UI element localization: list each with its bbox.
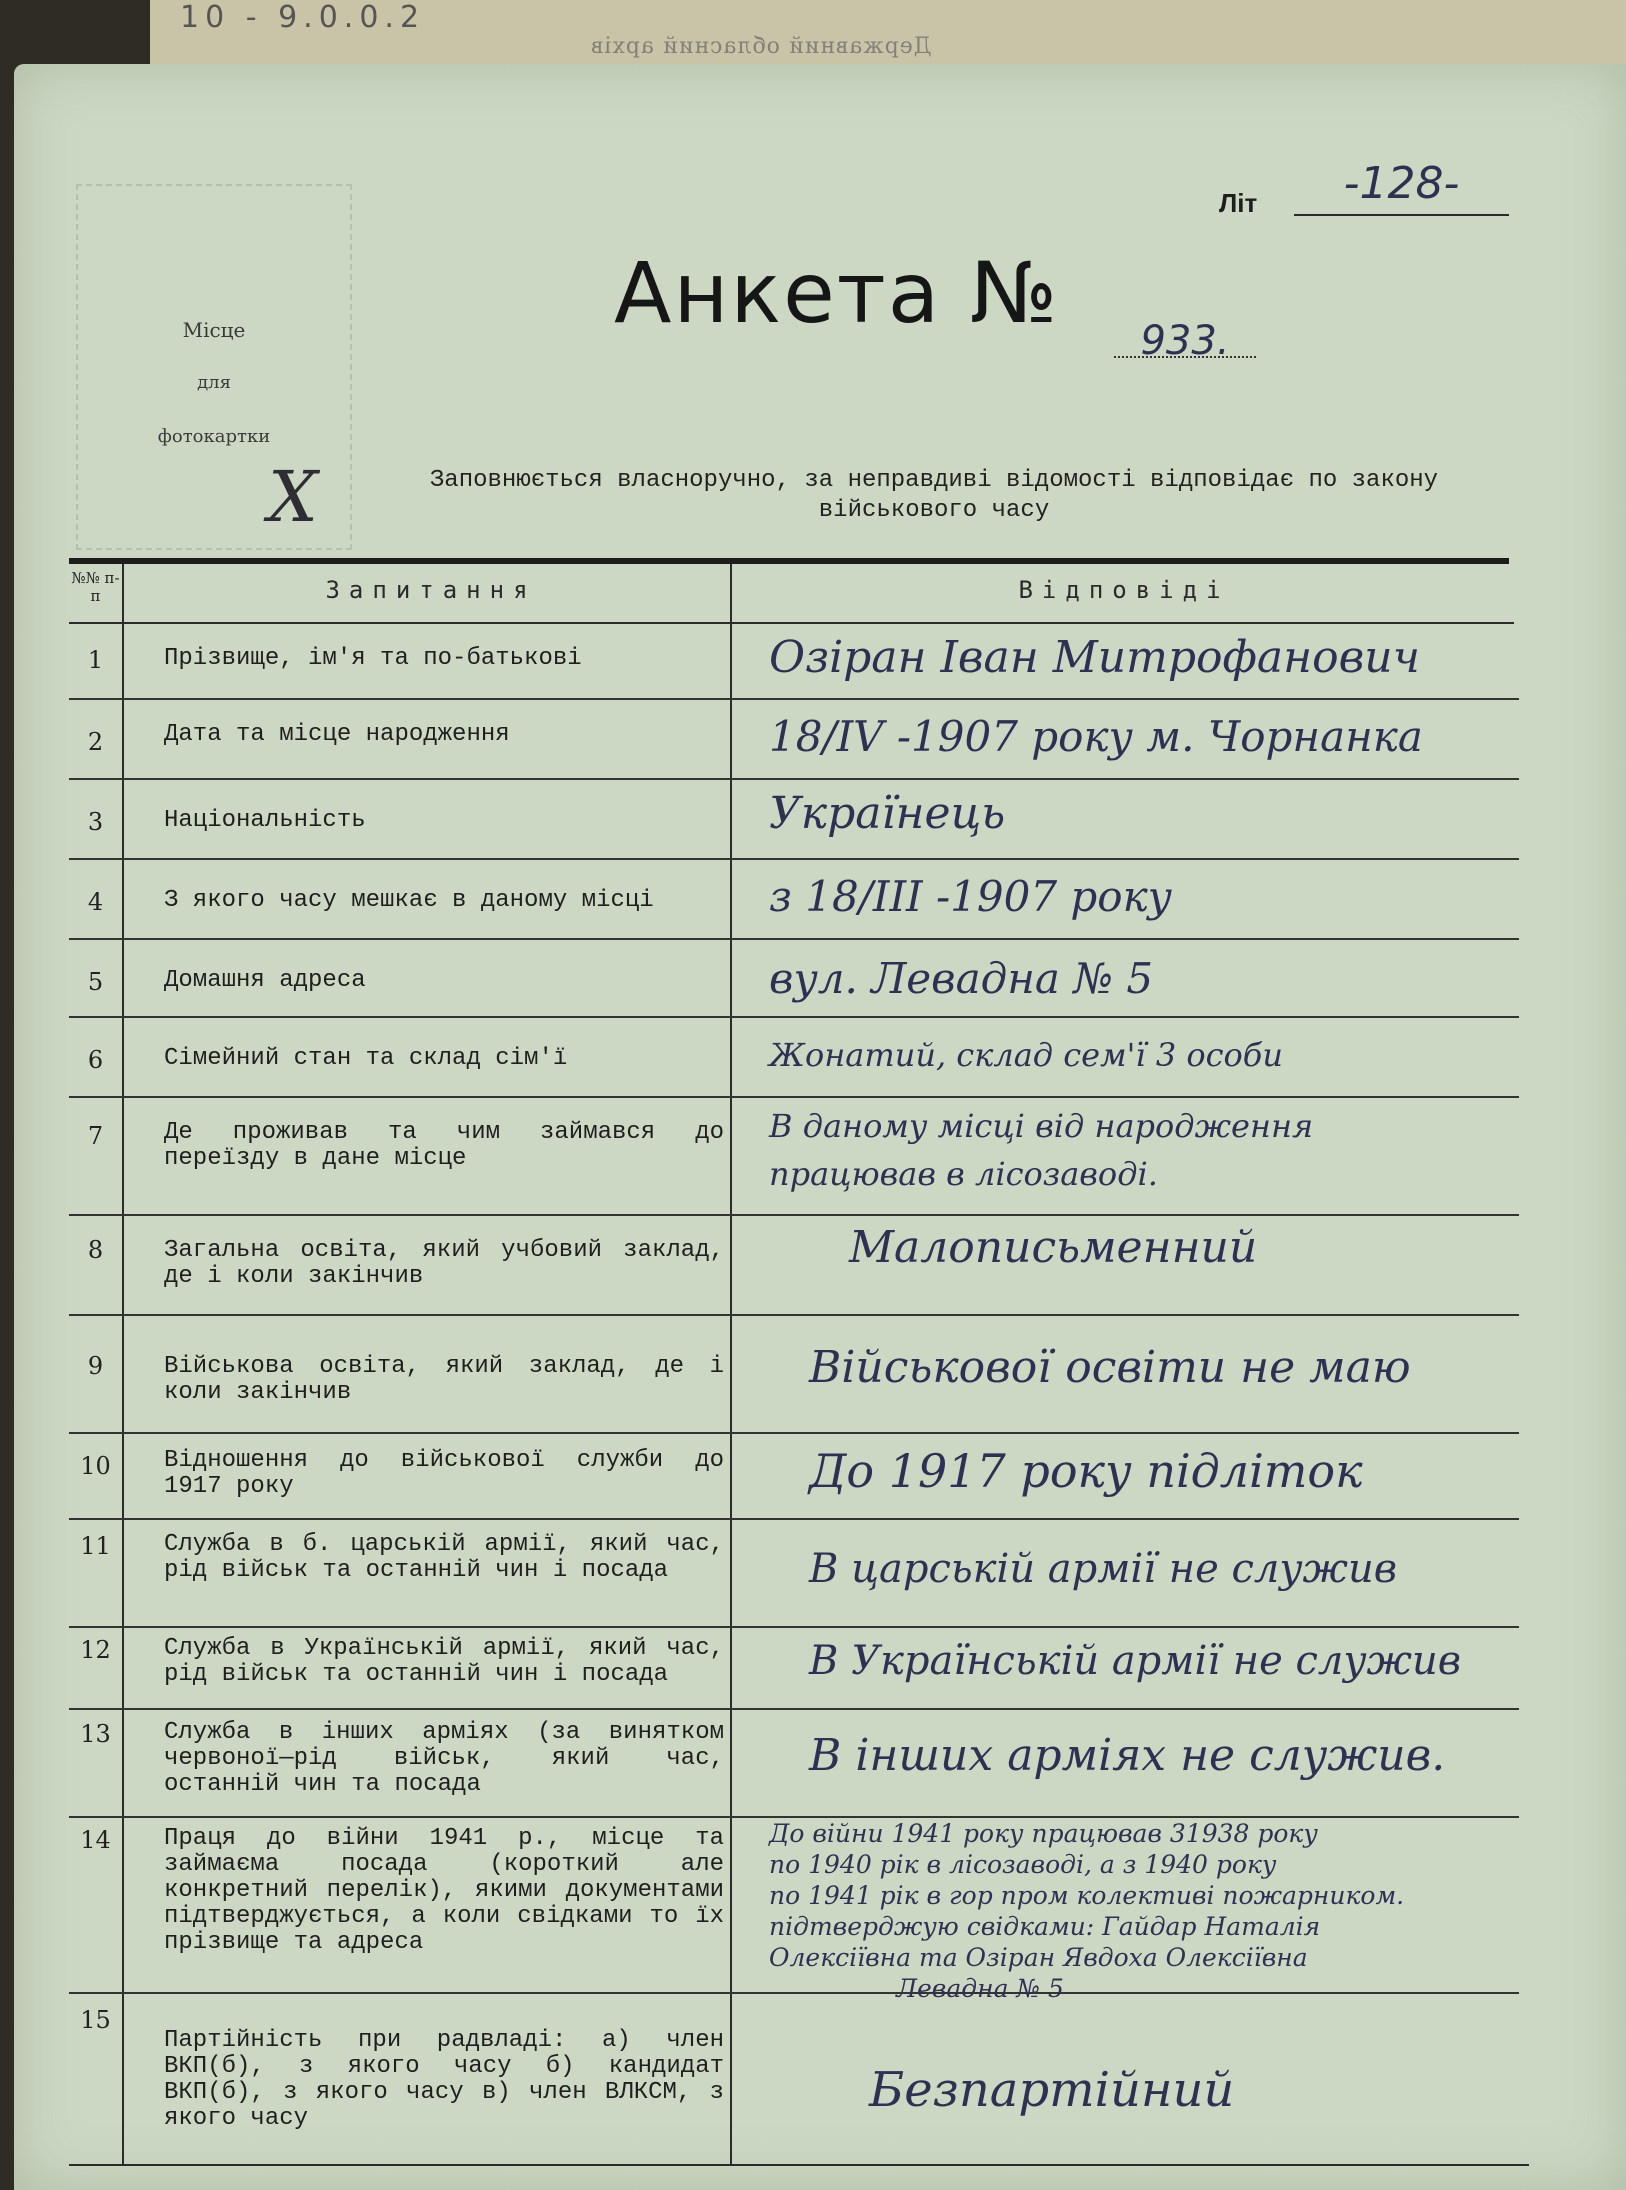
row-answer: Малописьменний <box>849 1222 1258 1273</box>
table-row <box>69 1216 1519 1316</box>
table-row <box>69 1520 1519 1628</box>
lit-label: Літ <box>1219 188 1258 218</box>
row-answer: з 18/III -1907 року <box>769 872 1173 921</box>
row-number: 7 <box>87 1122 104 1150</box>
row-number: 12 <box>80 1636 111 1664</box>
row-question: Праця до війни 1941 р., місце та займаєма посада (короткий але конкретний перелік), якими документами підтверджується, а коли свідками то їх прізвище та адреса <box>164 1825 724 1956</box>
row-question: Партійність при радвладі: а) член ВКП(б), з якого часу б) кандидат ВКП(б), з якого часу в) член ВЛКСМ, з якого часу <box>164 2027 724 2132</box>
table-top-rule <box>69 558 1509 564</box>
table-row <box>69 1098 1519 1216</box>
row-number: 14 <box>80 1826 111 1854</box>
table-row <box>69 860 1519 940</box>
photo-label-line1: Місце <box>182 318 246 342</box>
row-question: Служба в інших арміях (за винятком червоної—рід військ, який час, останній чин та посада <box>164 1719 724 1798</box>
row-question: Дата та місце народження <box>164 721 510 748</box>
row-answer: Озіран Іван Митрофанович <box>769 632 1420 683</box>
row-number: 10 <box>80 1452 111 1480</box>
row-number: 5 <box>87 968 104 996</box>
row-question: Служба в б. царській армії, який час, рід військ та останній чин і посада <box>164 1531 724 1584</box>
header-number: №№ п-п <box>71 569 120 605</box>
row-number: 1 <box>87 646 104 674</box>
row-answer: До 1917 року підліток <box>809 1444 1363 1498</box>
row-question: Відношення до військової служби до 1917 року <box>164 1447 724 1500</box>
row-number: 9 <box>87 1352 104 1380</box>
table-row <box>69 1994 1519 2164</box>
table-row <box>69 780 1519 860</box>
row-question: Загальна освіта, який учбовий заклад, де і коли закінчив <box>164 1237 724 1290</box>
row-number: 13 <box>80 1720 111 1748</box>
row-answer: В даному місці від народження працював в лісозаводі. <box>769 1107 1314 1193</box>
form-title: Анкета № <box>614 244 1060 342</box>
row-answer: вул. Левадна № 5 <box>769 954 1154 1003</box>
row-number: 6 <box>87 1046 104 1074</box>
row-number: 11 <box>80 1532 111 1560</box>
photo-label-line3: фотокартки <box>157 426 271 447</box>
table-row <box>69 1628 1519 1710</box>
table-row <box>69 1434 1519 1520</box>
row-question: Де проживав та чим займався до переїзду в дане місце <box>164 1119 724 1172</box>
row-number: 2 <box>87 728 104 756</box>
questionnaire-sheet <box>14 64 1626 2190</box>
row-question: Сімейний стан та склад сім'ї <box>164 1045 568 1072</box>
row-number: 8 <box>87 1236 104 1264</box>
row-answer: В інших арміях не служив. <box>809 1730 1446 1781</box>
row-question: Служба в Українській армії, який час, рід військ та останній чин і посада <box>164 1635 724 1688</box>
table-row <box>69 624 1519 700</box>
photo-label-line2: для <box>197 372 231 393</box>
row-number: 15 <box>80 2006 111 2034</box>
row-question: Домашня адреса <box>164 967 366 994</box>
row-answer: До війни 1941 року працював 31938 року по 1940 рік в лісозаводі, а з 1940 року по 1941 рік в гор пром колективі пожарником. підтверджую свідками: Гайдар Наталія Олексіївна та Озіран Явдоха Олексіївна Левадна № 5 <box>769 1819 1405 2003</box>
row-answer: Українець <box>769 788 1006 839</box>
archive-stamp-text: Державний обласний архів <box>590 34 932 59</box>
row-answer: 18/IV -1907 року м. Чорнанка <box>769 712 1423 761</box>
table-row <box>69 1316 1519 1434</box>
row-number: 3 <box>87 808 104 836</box>
table-row <box>69 940 1519 1018</box>
row-answer: В царській армії не служив <box>809 1546 1398 1592</box>
table-row <box>69 700 1519 780</box>
form-number: 933. <box>1114 326 1256 358</box>
header-question: Запитання <box>325 576 537 604</box>
row-question: Національність <box>164 807 366 834</box>
form-subtitle: Заповнюється власноручно, за неправдиві відомості відповідає по закону військового часу <box>429 467 1439 524</box>
row-question: З якого часу мешкає в даному місці <box>164 887 654 914</box>
lit-value: -128- <box>1294 158 1509 216</box>
row-answer: Військової освіти не маю <box>809 1342 1411 1393</box>
row-answer: В Українській армії не служив <box>809 1638 1462 1684</box>
photo-cross-mark: X <box>268 456 318 538</box>
row-number: 4 <box>87 888 104 916</box>
row-answer: Безпартійний <box>869 2062 1235 2118</box>
header-answer: Відповіді <box>1018 576 1230 604</box>
table-bottom-rule <box>69 2164 1529 2166</box>
table-row <box>69 1018 1519 1098</box>
row-answer: Жонатий, склад сем'ї 3 особи <box>769 1036 1283 1074</box>
table-row <box>69 1710 1519 1818</box>
table-row <box>69 1818 1519 2003</box>
row-question: Прізвище, ім'я та по-батькові <box>164 645 582 672</box>
pencil-scrawl: 10 - 9.0.0.2 <box>180 0 426 35</box>
row-question: Військова освіта, який заклад, де і коли закінчив <box>164 1353 724 1406</box>
photo-placeholder <box>76 184 352 550</box>
